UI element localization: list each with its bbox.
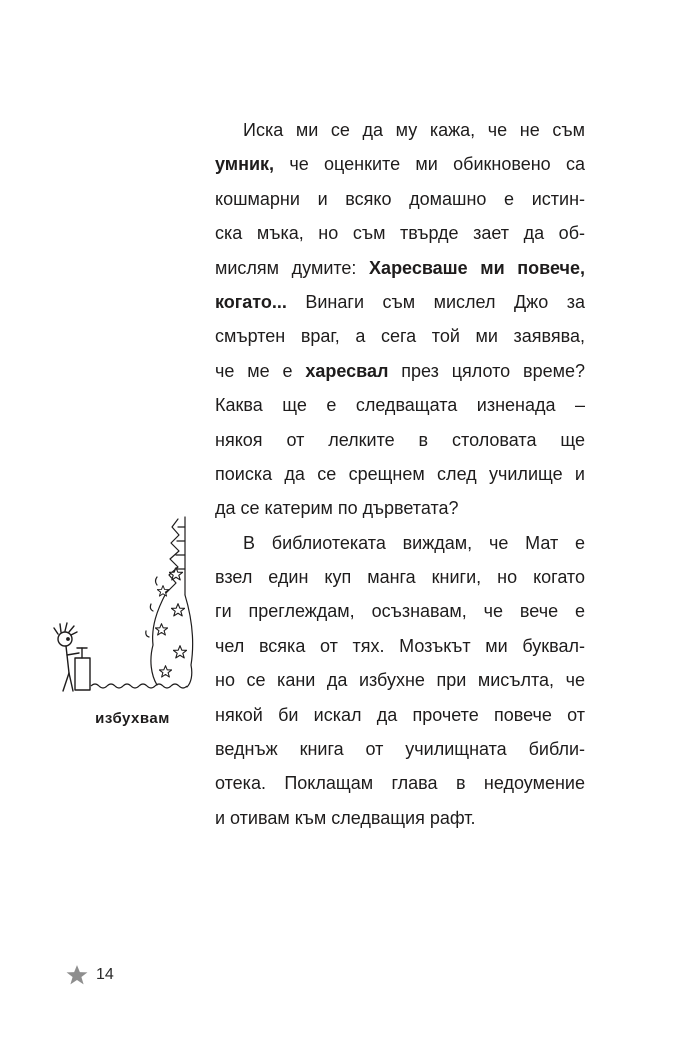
text-segment: някой би искал да прочете повече от <box>215 704 585 725</box>
text-line <box>215 491 585 525</box>
text-line <box>215 388 585 422</box>
text-line <box>215 251 585 285</box>
text-segment: някоя от лелките в столовата ще <box>215 429 585 450</box>
emphasis-text: харесвал <box>305 360 389 381</box>
text-segment: ги преглеждам, осъзнавам, че вече е <box>215 601 585 622</box>
text-line <box>215 457 585 491</box>
text-segment: но се кани да избухне при мисълта, че <box>215 670 585 691</box>
page-number: 14 <box>96 966 114 983</box>
fuse-line <box>91 684 187 688</box>
emphasis-text: умник, <box>215 154 275 175</box>
star-icon <box>159 666 171 677</box>
star-icon <box>171 604 184 616</box>
text-segment: веднъж книга от училищната библи- <box>215 739 585 760</box>
text-line <box>215 698 585 732</box>
text-line <box>215 732 585 766</box>
text-line <box>215 560 585 594</box>
text-segment: Винаги съм мислел Джо за <box>286 291 585 312</box>
body-text <box>215 113 585 835</box>
text-line <box>215 766 585 800</box>
text-segment: смъртен враг, а сега той ми заявява, <box>215 326 585 347</box>
text-line <box>215 663 585 697</box>
text-segment: отека. Поклащам глава в недоумение <box>215 773 585 794</box>
emphasis-text: Харесваше ми повече, <box>369 257 585 278</box>
text-segment: мислям думите: <box>215 257 370 278</box>
text-segment: В библиотеката виждам, че Мат е <box>243 532 585 553</box>
blast-stars <box>155 568 186 677</box>
star-icon <box>173 646 186 658</box>
star-icon <box>157 586 168 597</box>
star-icon <box>155 624 167 635</box>
text-segment: поиска да се срещнем след училище и <box>215 463 585 484</box>
text-line <box>215 182 585 216</box>
character-figure <box>54 623 90 691</box>
text-segment: Каква ще е следващата изненада – <box>215 395 585 416</box>
text-segment: чел всяка от тях. Мозъкът ми буквал- <box>215 635 585 656</box>
star-icon <box>66 964 88 986</box>
emphasis-text: когато... <box>215 291 287 312</box>
text-line <box>215 629 585 663</box>
text-segment: Иска ми се да му кажа, че не съм <box>243 120 585 140</box>
text-line <box>215 526 585 560</box>
text-line <box>215 354 585 388</box>
text-segment: взел един куп манга книги, но когато <box>215 567 585 588</box>
illustration-caption: избухвам <box>95 710 170 727</box>
text-line <box>215 113 585 147</box>
text-line <box>215 423 585 457</box>
text-segment: през цялото време? <box>388 360 585 381</box>
text-line <box>215 319 585 353</box>
text-segment: кошмарни и всяко домашно е истин- <box>215 188 585 209</box>
explosion-doodle-icon <box>45 515 205 700</box>
text-segment: да се катерим по дърветата? <box>215 498 459 519</box>
text-segment: ска мъка, но съм твърде зает да об- <box>215 223 585 244</box>
text-segment: че оценките ми обикновено са <box>274 154 585 175</box>
text-segment: че ме е <box>215 360 306 381</box>
text-line <box>215 147 585 181</box>
text-segment: и отивам към следващия рафт. <box>215 807 476 828</box>
text-line <box>215 216 585 250</box>
text-line <box>215 285 585 319</box>
text-line <box>215 594 585 628</box>
text-line <box>215 801 585 835</box>
